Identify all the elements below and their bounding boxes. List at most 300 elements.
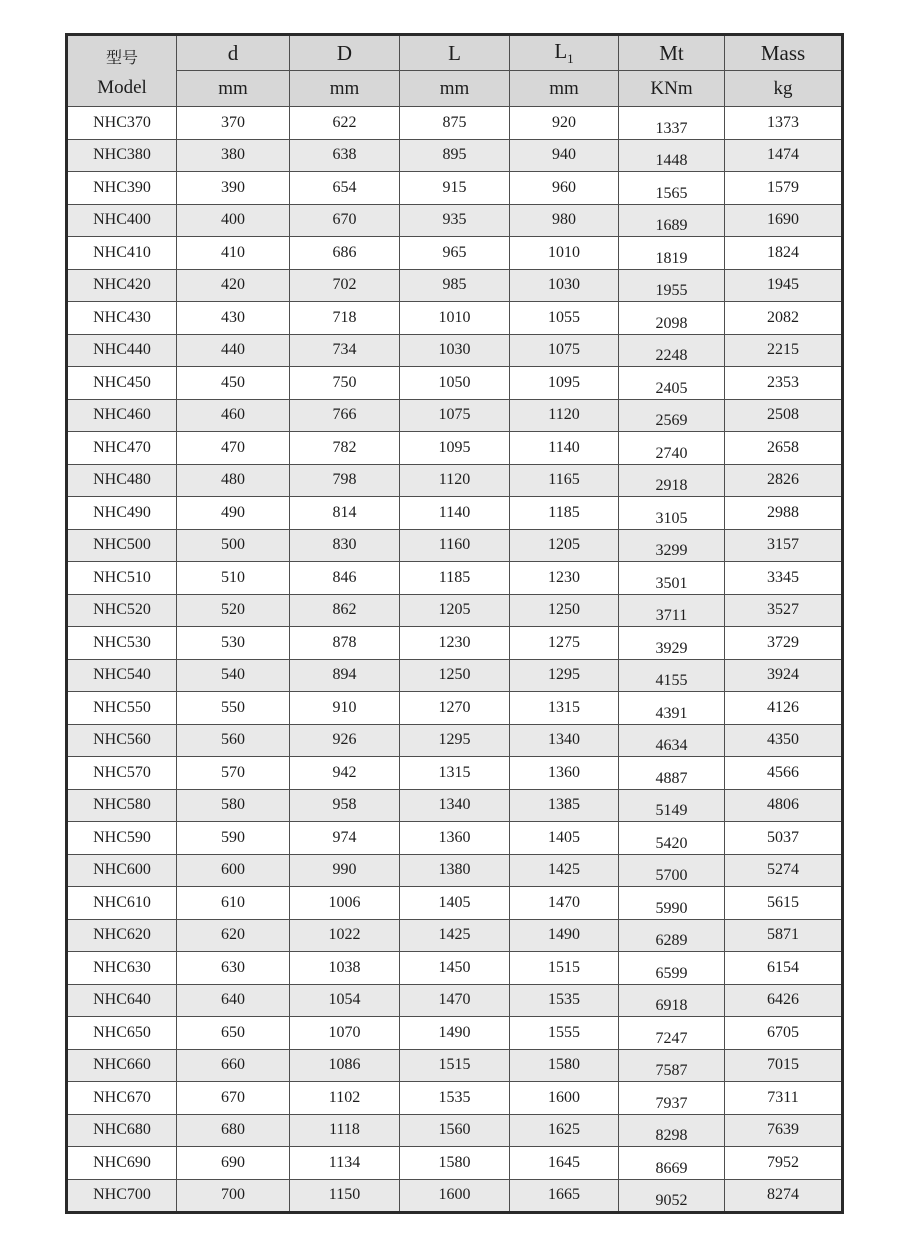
table-row: [67, 627, 843, 660]
cell-L1: 1275: [510, 627, 619, 660]
cell-Mass: 4350: [725, 724, 843, 757]
table-row: [67, 789, 843, 822]
cell-Mt: [619, 464, 725, 497]
cell-L1: 1120: [510, 399, 619, 432]
cell-L: 1010: [400, 302, 510, 335]
cell-Mt: [619, 1179, 725, 1213]
table-row: [67, 952, 843, 985]
cell-D: 830: [290, 529, 400, 562]
cell-d: 650: [177, 1017, 290, 1050]
table-row: [67, 464, 843, 497]
mt-value: 5149: [655, 802, 688, 820]
cell-Mass: 7639: [725, 1114, 843, 1147]
cell-Mt: [619, 887, 725, 920]
cell-Mass: 5615: [725, 887, 843, 920]
cell-L: 895: [400, 139, 510, 172]
cell-L1: 1385: [510, 789, 619, 822]
cell-D: 862: [290, 594, 400, 627]
cell-L1: 980: [510, 204, 619, 237]
cell-Mt: [619, 139, 725, 172]
cell-L: 1470: [400, 984, 510, 1017]
cell-L: 1490: [400, 1017, 510, 1050]
cell-model: NHC500: [67, 529, 177, 562]
cell-model: NHC520: [67, 594, 177, 627]
cell-d: 460: [177, 399, 290, 432]
unit-d: mm: [177, 71, 290, 107]
cell-D: 670: [290, 204, 400, 237]
cell-L: 1250: [400, 659, 510, 692]
cell-L1: 1645: [510, 1147, 619, 1180]
cell-Mt: [619, 562, 725, 595]
mt-value: 4634: [655, 737, 688, 755]
cell-L: 1515: [400, 1049, 510, 1082]
cell-D: 1070: [290, 1017, 400, 1050]
cell-D: 1134: [290, 1147, 400, 1180]
cell-Mass: 1690: [725, 204, 843, 237]
cell-Mass: 1373: [725, 107, 843, 140]
mt-value: 3929: [655, 639, 688, 657]
cell-L1: 1095: [510, 367, 619, 400]
cell-d: 570: [177, 757, 290, 790]
header-col-d: [177, 35, 290, 71]
table-row: [67, 204, 843, 237]
cell-D: 766: [290, 399, 400, 432]
cell-Mass: 5037: [725, 822, 843, 855]
cell-Mass: 2082: [725, 302, 843, 335]
mt-value: 6289: [655, 932, 688, 950]
cell-L1: 1490: [510, 919, 619, 952]
cell-model: NHC620: [67, 919, 177, 952]
cell-Mt: [619, 984, 725, 1017]
cell-model: NHC660: [67, 1049, 177, 1082]
cell-Mt: [619, 659, 725, 692]
cell-Mass: 3157: [725, 529, 843, 562]
table-body: [67, 107, 843, 1213]
cell-L: 1160: [400, 529, 510, 562]
mt-value: 1955: [655, 282, 688, 300]
mt-value: 3711: [655, 607, 688, 625]
cell-D: 878: [290, 627, 400, 660]
cell-Mt: [619, 822, 725, 855]
mt-value: 2740: [655, 444, 688, 462]
cell-Mt: [619, 757, 725, 790]
cell-D: 814: [290, 497, 400, 530]
cell-L1: 1295: [510, 659, 619, 692]
cell-L: 1185: [400, 562, 510, 595]
cell-D: 1086: [290, 1049, 400, 1082]
cell-L: 1405: [400, 887, 510, 920]
cell-d: 610: [177, 887, 290, 920]
cell-L: 1205: [400, 594, 510, 627]
table-row: [67, 497, 843, 530]
cell-d: 700: [177, 1179, 290, 1213]
table-row: [67, 692, 843, 725]
cell-d: 530: [177, 627, 290, 660]
cell-d: 670: [177, 1082, 290, 1115]
mt-value: 2918: [655, 477, 688, 495]
table-row: [67, 334, 843, 367]
cell-d: 370: [177, 107, 290, 140]
header-col-L1-sub: 1: [567, 51, 574, 67]
cell-d: 480: [177, 464, 290, 497]
cell-Mt: [619, 107, 725, 140]
cell-model: NHC580: [67, 789, 177, 822]
table-row: [67, 984, 843, 1017]
table-row: [67, 1114, 843, 1147]
cell-d: 630: [177, 952, 290, 985]
cell-model: NHC630: [67, 952, 177, 985]
cell-Mass: 2658: [725, 432, 843, 465]
table-row: [67, 529, 843, 562]
table-row: [67, 1049, 843, 1082]
cell-model: NHC400: [67, 204, 177, 237]
cell-L1: 1165: [510, 464, 619, 497]
cell-Mass: 7015: [725, 1049, 843, 1082]
cell-Mt: [619, 594, 725, 627]
mt-value: 8669: [655, 1159, 688, 1177]
cell-D: 1118: [290, 1114, 400, 1147]
cell-model: NHC530: [67, 627, 177, 660]
cell-D: 702: [290, 269, 400, 302]
cell-model: NHC430: [67, 302, 177, 335]
header-col-L1: [510, 35, 619, 71]
cell-D: 1038: [290, 952, 400, 985]
cell-D: 734: [290, 334, 400, 367]
header-label-row: [67, 35, 843, 71]
cell-L1: 1030: [510, 269, 619, 302]
cell-Mt: [619, 1049, 725, 1082]
mt-value: 7937: [655, 1094, 688, 1112]
header-model: [67, 35, 177, 107]
cell-D: 910: [290, 692, 400, 725]
mt-value: 5700: [655, 867, 688, 885]
mt-value: 1819: [655, 249, 688, 267]
cell-D: 638: [290, 139, 400, 172]
cell-Mass: 3345: [725, 562, 843, 595]
cell-Mt: [619, 367, 725, 400]
cell-d: 410: [177, 237, 290, 270]
cell-L: 1295: [400, 724, 510, 757]
cell-D: 926: [290, 724, 400, 757]
mt-value: 6918: [655, 997, 688, 1015]
cell-L1: 960: [510, 172, 619, 205]
cell-L: 875: [400, 107, 510, 140]
cell-Mass: 5274: [725, 854, 843, 887]
cell-Mt: [619, 399, 725, 432]
table-header: [67, 35, 843, 107]
cell-Mass: 3924: [725, 659, 843, 692]
cell-model: NHC610: [67, 887, 177, 920]
cell-L1: 1470: [510, 887, 619, 920]
cell-L1: 1665: [510, 1179, 619, 1213]
cell-Mass: 4806: [725, 789, 843, 822]
table-row: [67, 399, 843, 432]
cell-Mass: 2988: [725, 497, 843, 530]
cell-L: 985: [400, 269, 510, 302]
table-row: [67, 367, 843, 400]
cell-Mass: 1945: [725, 269, 843, 302]
mt-value: 4155: [655, 672, 688, 690]
mt-value: 6599: [655, 964, 688, 982]
cell-model: NHC490: [67, 497, 177, 530]
table-row: [67, 594, 843, 627]
mt-value: 2098: [655, 314, 688, 332]
table-row: [67, 757, 843, 790]
cell-L1: 1075: [510, 334, 619, 367]
cell-model: NHC550: [67, 692, 177, 725]
cell-Mass: 7952: [725, 1147, 843, 1180]
cell-Mass: 1474: [725, 139, 843, 172]
mt-value: 2569: [655, 412, 688, 430]
cell-D: 990: [290, 854, 400, 887]
cell-D: 1102: [290, 1082, 400, 1115]
cell-model: NHC680: [67, 1114, 177, 1147]
cell-L: 1230: [400, 627, 510, 660]
cell-Mt: [619, 302, 725, 335]
cell-L1: 1230: [510, 562, 619, 595]
table-row: [67, 887, 843, 920]
cell-L1: 1185: [510, 497, 619, 530]
cell-L1: 1140: [510, 432, 619, 465]
header-unit-row: [67, 71, 843, 107]
cell-d: 510: [177, 562, 290, 595]
unit-L: mm: [400, 71, 510, 107]
table-row: [67, 269, 843, 302]
cell-model: NHC510: [67, 562, 177, 595]
cell-Mass: 3729: [725, 627, 843, 660]
cell-d: 590: [177, 822, 290, 855]
cell-d: 690: [177, 1147, 290, 1180]
cell-d: 440: [177, 334, 290, 367]
cell-L1: 1580: [510, 1049, 619, 1082]
cell-D: 782: [290, 432, 400, 465]
unit-L1: mm: [510, 71, 619, 107]
cell-Mass: 7311: [725, 1082, 843, 1115]
cell-Mass: 3527: [725, 594, 843, 627]
cell-L: 1580: [400, 1147, 510, 1180]
cell-model: NHC570: [67, 757, 177, 790]
cell-Mass: 8274: [725, 1179, 843, 1213]
cell-L1: 1340: [510, 724, 619, 757]
header-col-L1-label: L: [554, 38, 568, 63]
spec-table: [65, 33, 844, 1214]
header-col-D: [290, 35, 400, 71]
table-row: [67, 854, 843, 887]
mt-value: 3501: [655, 574, 688, 592]
cell-d: 400: [177, 204, 290, 237]
cell-Mt: [619, 1147, 725, 1180]
cell-L: 1560: [400, 1114, 510, 1147]
cell-d: 390: [177, 172, 290, 205]
cell-L: 935: [400, 204, 510, 237]
cell-D: 686: [290, 237, 400, 270]
table-row: [67, 1082, 843, 1115]
cell-D: 894: [290, 659, 400, 692]
unit-Mass: kg: [725, 71, 843, 107]
cell-Mass: 5871: [725, 919, 843, 952]
cell-d: 560: [177, 724, 290, 757]
cell-L: 965: [400, 237, 510, 270]
cell-L1: 1625: [510, 1114, 619, 1147]
header-col-L-label: L: [448, 40, 461, 65]
cell-L1: 1425: [510, 854, 619, 887]
header-col-Mass-label: Mass: [760, 40, 806, 65]
cell-model: NHC470: [67, 432, 177, 465]
cell-L1: 1555: [510, 1017, 619, 1050]
cell-L1: 920: [510, 107, 619, 140]
cell-model: NHC650: [67, 1017, 177, 1050]
cell-D: 1054: [290, 984, 400, 1017]
cell-Mt: [619, 952, 725, 985]
cell-model: NHC420: [67, 269, 177, 302]
table-row: [67, 107, 843, 140]
table-row: [67, 432, 843, 465]
header-col-Mass: [725, 35, 843, 71]
cell-d: 430: [177, 302, 290, 335]
table-row: [67, 1017, 843, 1050]
cell-model: NHC370: [67, 107, 177, 140]
cell-Mass: 1824: [725, 237, 843, 270]
cell-D: 1006: [290, 887, 400, 920]
cell-L: 1380: [400, 854, 510, 887]
cell-D: 846: [290, 562, 400, 595]
cell-L: 1360: [400, 822, 510, 855]
mt-value: 7587: [655, 1062, 688, 1080]
cell-L: 1120: [400, 464, 510, 497]
cell-L1: 1055: [510, 302, 619, 335]
header-col-Mt-label: Mt: [659, 40, 684, 65]
cell-d: 640: [177, 984, 290, 1017]
cell-L1: 1600: [510, 1082, 619, 1115]
table-row: [67, 919, 843, 952]
cell-D: 1150: [290, 1179, 400, 1213]
mt-value: 7247: [655, 1029, 688, 1047]
cell-model: NHC390: [67, 172, 177, 205]
cell-d: 380: [177, 139, 290, 172]
cell-model: NHC670: [67, 1082, 177, 1115]
table-row: [67, 562, 843, 595]
cell-model: NHC450: [67, 367, 177, 400]
header-col-D-label: D: [336, 40, 353, 65]
header-model-en: Model: [97, 76, 147, 98]
cell-d: 500: [177, 529, 290, 562]
cell-d: 470: [177, 432, 290, 465]
mt-value: 2248: [655, 347, 688, 365]
cell-Mt: [619, 789, 725, 822]
cell-d: 420: [177, 269, 290, 302]
cell-d: 620: [177, 919, 290, 952]
cell-model: NHC700: [67, 1179, 177, 1213]
mt-value: 5420: [655, 834, 688, 852]
table-row: [67, 822, 843, 855]
mt-value: 3299: [655, 542, 688, 560]
table-row: [67, 1147, 843, 1180]
table-row: [67, 172, 843, 205]
cell-L1: 1405: [510, 822, 619, 855]
cell-Mt: [619, 172, 725, 205]
table-row: [67, 659, 843, 692]
cell-d: 550: [177, 692, 290, 725]
cell-d: 680: [177, 1114, 290, 1147]
cell-D: 718: [290, 302, 400, 335]
cell-L: 1425: [400, 919, 510, 952]
cell-L1: 1010: [510, 237, 619, 270]
cell-model: NHC440: [67, 334, 177, 367]
cell-L: 1050: [400, 367, 510, 400]
cell-d: 540: [177, 659, 290, 692]
cell-d: 490: [177, 497, 290, 530]
unit-D: mm: [290, 71, 400, 107]
cell-Mass: 2826: [725, 464, 843, 497]
mt-value: 5990: [655, 899, 688, 917]
cell-D: 750: [290, 367, 400, 400]
cell-D: 958: [290, 789, 400, 822]
cell-Mt: [619, 854, 725, 887]
cell-Mass: 2215: [725, 334, 843, 367]
cell-Mt: [619, 1114, 725, 1147]
cell-Mt: [619, 204, 725, 237]
header-col-Mt: [619, 35, 725, 71]
cell-Mass: 4126: [725, 692, 843, 725]
header-col-L: [400, 35, 510, 71]
cell-Mt: [619, 529, 725, 562]
table-row: [67, 139, 843, 172]
cell-Mt: [619, 432, 725, 465]
cell-model: NHC640: [67, 984, 177, 1017]
mt-value: 8298: [655, 1127, 688, 1145]
mt-value: 1448: [655, 152, 688, 170]
cell-Mt: [619, 724, 725, 757]
table-row: [67, 724, 843, 757]
cell-L1: 1315: [510, 692, 619, 725]
mt-value: 3105: [655, 509, 688, 527]
cell-d: 660: [177, 1049, 290, 1082]
cell-L1: 940: [510, 139, 619, 172]
cell-d: 600: [177, 854, 290, 887]
cell-Mt: [619, 919, 725, 952]
cell-L: 1270: [400, 692, 510, 725]
cell-Mass: 6426: [725, 984, 843, 1017]
cell-Mt: [619, 1017, 725, 1050]
cell-model: NHC540: [67, 659, 177, 692]
cell-model: NHC600: [67, 854, 177, 887]
mt-value: 1689: [655, 217, 688, 235]
cell-Mass: 2508: [725, 399, 843, 432]
cell-L1: 1360: [510, 757, 619, 790]
mt-value: 4391: [655, 704, 688, 722]
cell-d: 520: [177, 594, 290, 627]
cell-L: 1030: [400, 334, 510, 367]
cell-D: 798: [290, 464, 400, 497]
cell-model: NHC380: [67, 139, 177, 172]
cell-Mass: 6705: [725, 1017, 843, 1050]
cell-model: NHC480: [67, 464, 177, 497]
cell-L: 1535: [400, 1082, 510, 1115]
cell-D: 622: [290, 107, 400, 140]
cell-L1: 1535: [510, 984, 619, 1017]
cell-L1: 1250: [510, 594, 619, 627]
cell-d: 580: [177, 789, 290, 822]
cell-Mt: [619, 692, 725, 725]
cell-model: NHC410: [67, 237, 177, 270]
cell-Mass: 1579: [725, 172, 843, 205]
mt-value: 1565: [655, 184, 688, 202]
unit-Mt: KNm: [619, 71, 725, 107]
cell-L: 915: [400, 172, 510, 205]
cell-model: NHC690: [67, 1147, 177, 1180]
cell-model: NHC460: [67, 399, 177, 432]
cell-d: 450: [177, 367, 290, 400]
